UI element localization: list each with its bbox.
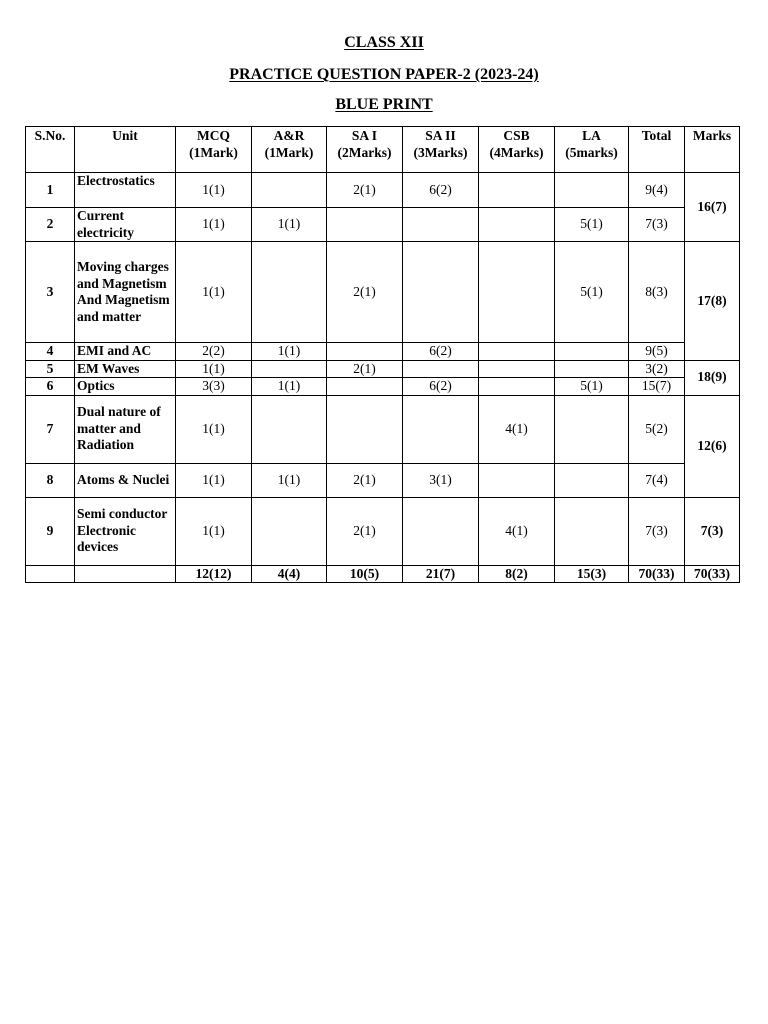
sa1-cell: 2(1) [327,497,403,565]
header-sa2: SA II (3Marks) [403,127,479,173]
mcq-cell: 1(1) [176,360,252,378]
document-subtitle: PRACTICE QUESTION PAPER-2 (2023-24) [229,66,539,83]
sno-cell: 1 [26,173,75,208]
total-la: 15(3) [555,565,629,583]
header-sno: S.No. [26,127,75,173]
totals-row [26,565,740,583]
sa1-cell: 2(1) [327,360,403,378]
total-marks: 70(33) [685,565,740,583]
blueprint-table [25,126,740,583]
table-row [26,395,740,463]
ar-cell: 1(1) [252,208,327,242]
sa1-cell: 2(1) [327,173,403,208]
total-cell: 7(3) [629,497,685,565]
ar-cell: 1(1) [252,378,327,396]
total-cell: 7(3) [629,208,685,242]
unit-cell: EM Waves [75,360,176,378]
csb-cell [479,173,555,208]
csb-cell [479,208,555,242]
header-la: LA (5marks) [555,127,629,173]
la-cell [555,343,629,361]
ar-cell: 1(1) [252,463,327,497]
total-cell: 9(5) [629,343,685,361]
table-row [26,497,740,565]
ar-cell [252,173,327,208]
header-total: Total [629,127,685,173]
total-cell: 3(2) [629,360,685,378]
la-cell [555,360,629,378]
marks-group-cell: 16(7) [685,173,740,242]
marks-group-cell: 17(8) [685,242,740,361]
sa2-cell [403,242,479,343]
table-row [26,208,740,242]
mcq-cell: 1(1) [176,208,252,242]
header-mcq: MCQ (1Mark) [176,127,252,173]
header-unit: Unit [75,127,176,173]
sa1-cell [327,395,403,463]
table-row [26,343,740,361]
sno-cell: 9 [26,497,75,565]
total-cell: 7(4) [629,463,685,497]
sno-cell: 2 [26,208,75,242]
total-cell: 5(2) [629,395,685,463]
marks-group-cell: 18(9) [685,360,740,395]
unit-cell: EMI and AC [75,343,176,361]
header-ar: A&R (1Mark) [252,127,327,173]
la-cell [555,463,629,497]
total-ar: 4(4) [252,565,327,583]
csb-cell [479,378,555,396]
total-cell: 9(4) [629,173,685,208]
csb-cell [479,360,555,378]
csb-cell: 4(1) [479,497,555,565]
marks-group-cell: 7(3) [685,497,740,565]
unit-cell: Dual nature of matter and Radiation [75,395,176,463]
mcq-cell: 1(1) [176,242,252,343]
sa2-cell: 6(2) [403,173,479,208]
csb-cell [479,242,555,343]
sa2-cell: 6(2) [403,343,479,361]
unit-cell: Atoms & Nuclei [75,463,176,497]
total-sa2: 21(7) [403,565,479,583]
sno-cell: 6 [26,378,75,396]
la-cell [555,173,629,208]
table-row [26,173,740,208]
total-cell: 15(7) [629,378,685,396]
sa2-cell [403,208,479,242]
table-row [26,360,740,378]
unit-cell: Current electricity [75,208,176,242]
sa1-cell [327,378,403,396]
la-cell: 5(1) [555,378,629,396]
sa1-cell: 2(1) [327,463,403,497]
ar-cell [252,497,327,565]
header-sa1: SA I (2Marks) [327,127,403,173]
total-mcq: 12(12) [176,565,252,583]
csb-cell [479,463,555,497]
sa2-cell [403,395,479,463]
la-cell: 5(1) [555,208,629,242]
total-csb: 8(2) [479,565,555,583]
table-row [26,242,740,343]
csb-cell: 4(1) [479,395,555,463]
sa2-cell: 6(2) [403,378,479,396]
ar-cell [252,395,327,463]
section-title: BLUE PRINT [335,96,433,113]
la-cell: 5(1) [555,242,629,343]
sa1-cell [327,208,403,242]
sa2-cell [403,360,479,378]
la-cell [555,395,629,463]
unit-cell: Electrostatics [75,173,176,208]
sno-cell: 4 [26,343,75,361]
mcq-cell: 3(3) [176,378,252,396]
unit-cell: Semi conductor Electronic devices [75,497,176,565]
mcq-cell: 1(1) [176,463,252,497]
la-cell [555,497,629,565]
ar-cell [252,360,327,378]
totals-unit-cell [75,565,176,583]
header-row [26,127,740,173]
sno-cell: 3 [26,242,75,343]
total-cell: 8(3) [629,242,685,343]
sa1-cell: 2(1) [327,242,403,343]
ar-cell [252,242,327,343]
table-row [26,378,740,396]
mcq-cell: 1(1) [176,395,252,463]
sno-cell: 7 [26,395,75,463]
unit-cell: Optics [75,378,176,396]
total-sa1: 10(5) [327,565,403,583]
ar-cell: 1(1) [252,343,327,361]
table-row [26,463,740,497]
sa2-cell [403,497,479,565]
header-marks: Marks [685,127,740,173]
sno-cell: 8 [26,463,75,497]
document-title: CLASS XII [344,34,424,51]
marks-group-cell: 12(6) [685,395,740,497]
totals-sno-cell [26,565,75,583]
total-total: 70(33) [629,565,685,583]
mcq-cell: 1(1) [176,497,252,565]
header-csb: CSB (4Marks) [479,127,555,173]
sno-cell: 5 [26,360,75,378]
sa2-cell: 3(1) [403,463,479,497]
mcq-cell: 1(1) [176,173,252,208]
unit-cell: Moving charges and Magnetism And Magnetism and matter [75,242,176,343]
sa1-cell [327,343,403,361]
csb-cell [479,343,555,361]
mcq-cell: 2(2) [176,343,252,361]
